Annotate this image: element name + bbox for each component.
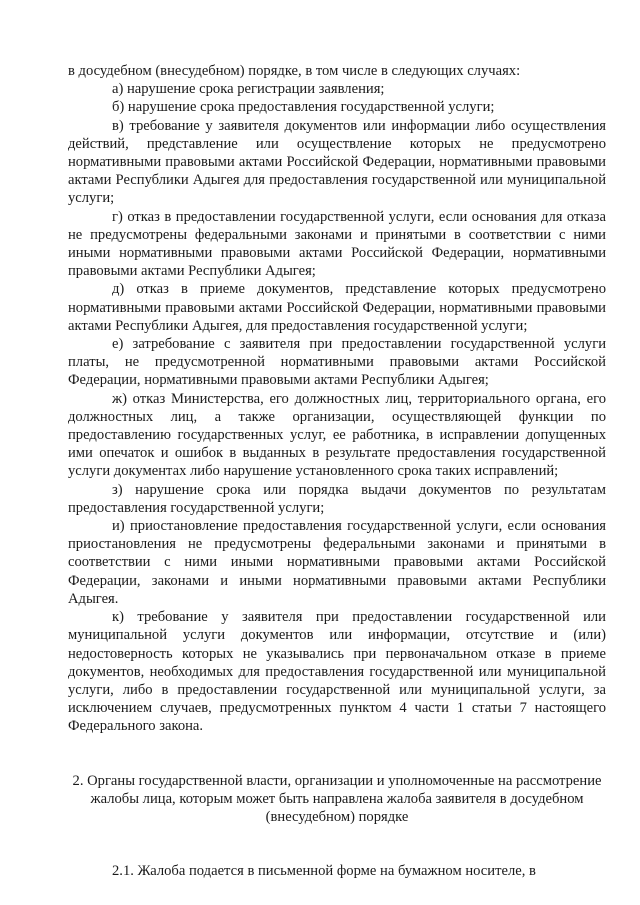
paragraph-intro: в досудебном (внесудебном) порядке, в том числе в следующих случаях:: [68, 63, 521, 79]
section-paragraph-2-1: 2.1. Жалоба подается в письменной форме на бумажном носителе, в: [112, 863, 536, 880]
section-heading: 2. Органы государственной власти, организации и уполномоченные на рассмотрение жалобы лица, которым может быть направлена жалоба заявителя в досудебном (внесудебном) порядке: [72, 772, 602, 825]
section-spacer: [68, 736, 606, 772]
list-item-e: е) затребование с заявителя при предоставлении государственной услуги платы, не предусмотренной нормативными правовыми актами Российской Федерации, нормативными правовыми актами Республики Адыгея;: [68, 336, 606, 389]
document-page: [68, 62, 606, 880]
list-item-g: г) отказ в предоставлении государственной услуги, если основания для отказа не предусмотрены федеральными законами и принятыми в соответствии с ними иными нормативными правовыми актами Российской Федерации, нормативными правовыми актами Республики Адыгея;: [68, 208, 606, 280]
list-item-z: з) нарушение срока или порядка выдачи документов по результатам предоставления государственной услуги;: [68, 481, 606, 516]
section-spacer: [68, 826, 606, 862]
list-item-a: а) нарушение срока регистрации заявления;: [112, 81, 385, 98]
list-item-b: б) нарушение срока предоставления государственной услуги;: [112, 99, 495, 116]
list-item-d: д) отказ в приеме документов, представление которых предусмотрено нормативными правовыми актами Российской Федерации, нормативными правовыми актами Республики Адыгея, для предоставления государственной услуги;: [68, 281, 606, 334]
list-item-k: к) требование у заявителя при предоставлении государственной или муниципальной услуги документов или информации, отсутствие и (или) недостоверность которых не указывались при первоначальном отказе в приеме документов, необходимых для предоставления государственной или муниципальной услуги, либо в предоставлении государственной или муниципальной услуги, за исключением случаев, предусмотренных пунктом 4 части 1 статьи 7 настоящего Федерального закона.: [68, 609, 606, 735]
list-item-i: и) приостановление предоставления государственной услуги, если основания приостановления не предусмотрены федеральными законами и принятыми в соответствии с ними иными нормативными правовыми актами Российской Федерации, законами и иными нормативными правовыми актами Республики Адыгея.: [68, 518, 606, 607]
list-item-v: в) требование у заявителя документов или информации либо осуществления действий, представление или осуществление которых не предусмотрено нормативными правовыми актами Российской Федерации, нормативными правовыми актами Республики Адыгея для предоставления государственной или муниципальной услуги;: [68, 117, 606, 207]
list-item-zh: ж) отказ Министерства, его должностных лиц, территориального органа, его должностных лиц, а также организации, осуществляющей функции по предоставлению государственных услуг, ее работника, в исправлении допущенных ими опечаток и ошибок в выданных в результате предоставления государственной услуги документах либо нарушение установленного срока таких исправлений;: [68, 390, 606, 480]
